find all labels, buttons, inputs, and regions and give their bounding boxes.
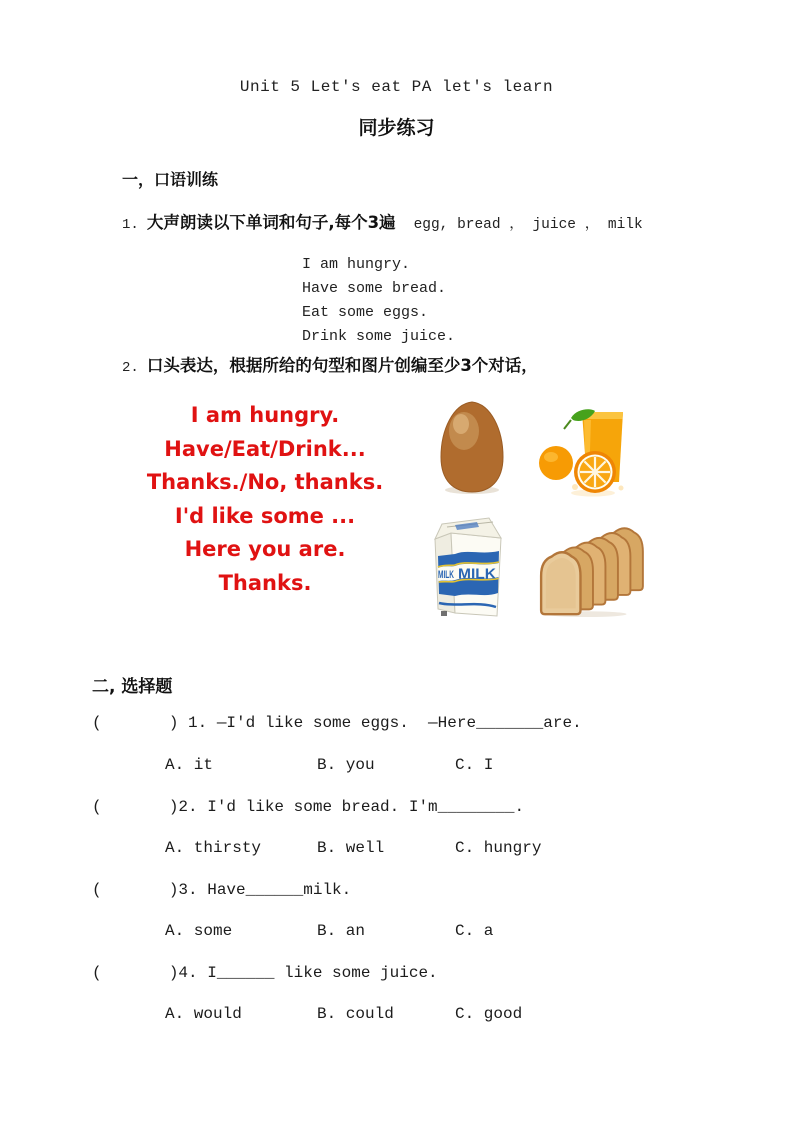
egg-image xyxy=(433,396,511,496)
milk-label-left: MILK xyxy=(438,569,455,581)
item1-word-list: egg, bread ， juice ， milk xyxy=(413,217,643,233)
option-item: C. good xyxy=(455,1005,523,1023)
milk-carton-image xyxy=(425,512,515,620)
sentence-line: I am hungry. xyxy=(302,256,411,273)
option-item: B. could xyxy=(317,1005,394,1023)
question-2-line: ( )2. I'd like some bread. I'm________. xyxy=(92,798,525,816)
dialogue-prompt-line: Thanks./No, thanks. xyxy=(146,470,384,494)
option-item: B. you xyxy=(317,756,375,774)
dialogue-prompt-block xyxy=(140,399,390,600)
orange-juice-image xyxy=(535,406,630,498)
option-item: C. a xyxy=(455,922,494,940)
question-4-options xyxy=(165,1005,522,1023)
option-item: B. well xyxy=(317,839,385,857)
sentence-line: Drink some juice. xyxy=(302,328,456,345)
item2-number: 2. xyxy=(122,360,139,376)
sentence-line: Eat some eggs. xyxy=(302,304,429,321)
question-4-line: ( )4. I______ like some juice. xyxy=(92,964,438,982)
dialogue-prompt-line: Here you are. xyxy=(184,537,346,561)
dialogue-prompt-line: I am hungry. xyxy=(190,403,340,427)
page-title: Unit 5 Let's eat PA let's learn xyxy=(239,78,554,96)
item2-instruction-zh: 口头表达，根据所给的句型和图片创编至少3个对话， xyxy=(146,356,538,375)
item1-instruction-zh: 大声朗读以下单词和句子,每个3遍 xyxy=(146,213,396,232)
reading-sentences xyxy=(302,253,455,349)
question-1-options xyxy=(165,756,493,774)
option-item: A. thirsty xyxy=(165,839,262,857)
option-item: C. I xyxy=(455,756,494,774)
dialogue-prompt-line: Have/Eat/Drink... xyxy=(164,436,366,461)
option-item: A. would xyxy=(165,1005,242,1023)
page-subtitle: 同步练习 xyxy=(358,117,435,139)
dialogue-prompt-line: Thanks. xyxy=(218,570,312,595)
dialogue-prompt-line: I'd like some ... xyxy=(174,503,356,528)
option-item: A. it xyxy=(165,756,214,774)
question-2-options xyxy=(165,839,541,857)
option-item: C. hungry xyxy=(455,839,542,857)
section1-heading: 一，口语训练 xyxy=(122,170,219,189)
sentence-line: Have some bread. xyxy=(302,280,447,297)
item1-number: 1. xyxy=(122,217,139,233)
section1-item1 xyxy=(122,209,643,233)
question-3-options xyxy=(165,922,493,940)
sliced-bread-image xyxy=(538,522,646,618)
option-item: A. some xyxy=(165,922,233,940)
milk-label-right: MILK xyxy=(458,565,497,583)
section1-item2 xyxy=(122,352,538,376)
option-item: B. an xyxy=(317,922,366,940)
question-1-line: ( ) 1. —I'd like some eggs. —Here_______are. xyxy=(92,714,582,732)
section2-heading: 二, 选择题 xyxy=(92,677,173,697)
question-3-line: ( )3. Have______milk. xyxy=(92,881,352,899)
